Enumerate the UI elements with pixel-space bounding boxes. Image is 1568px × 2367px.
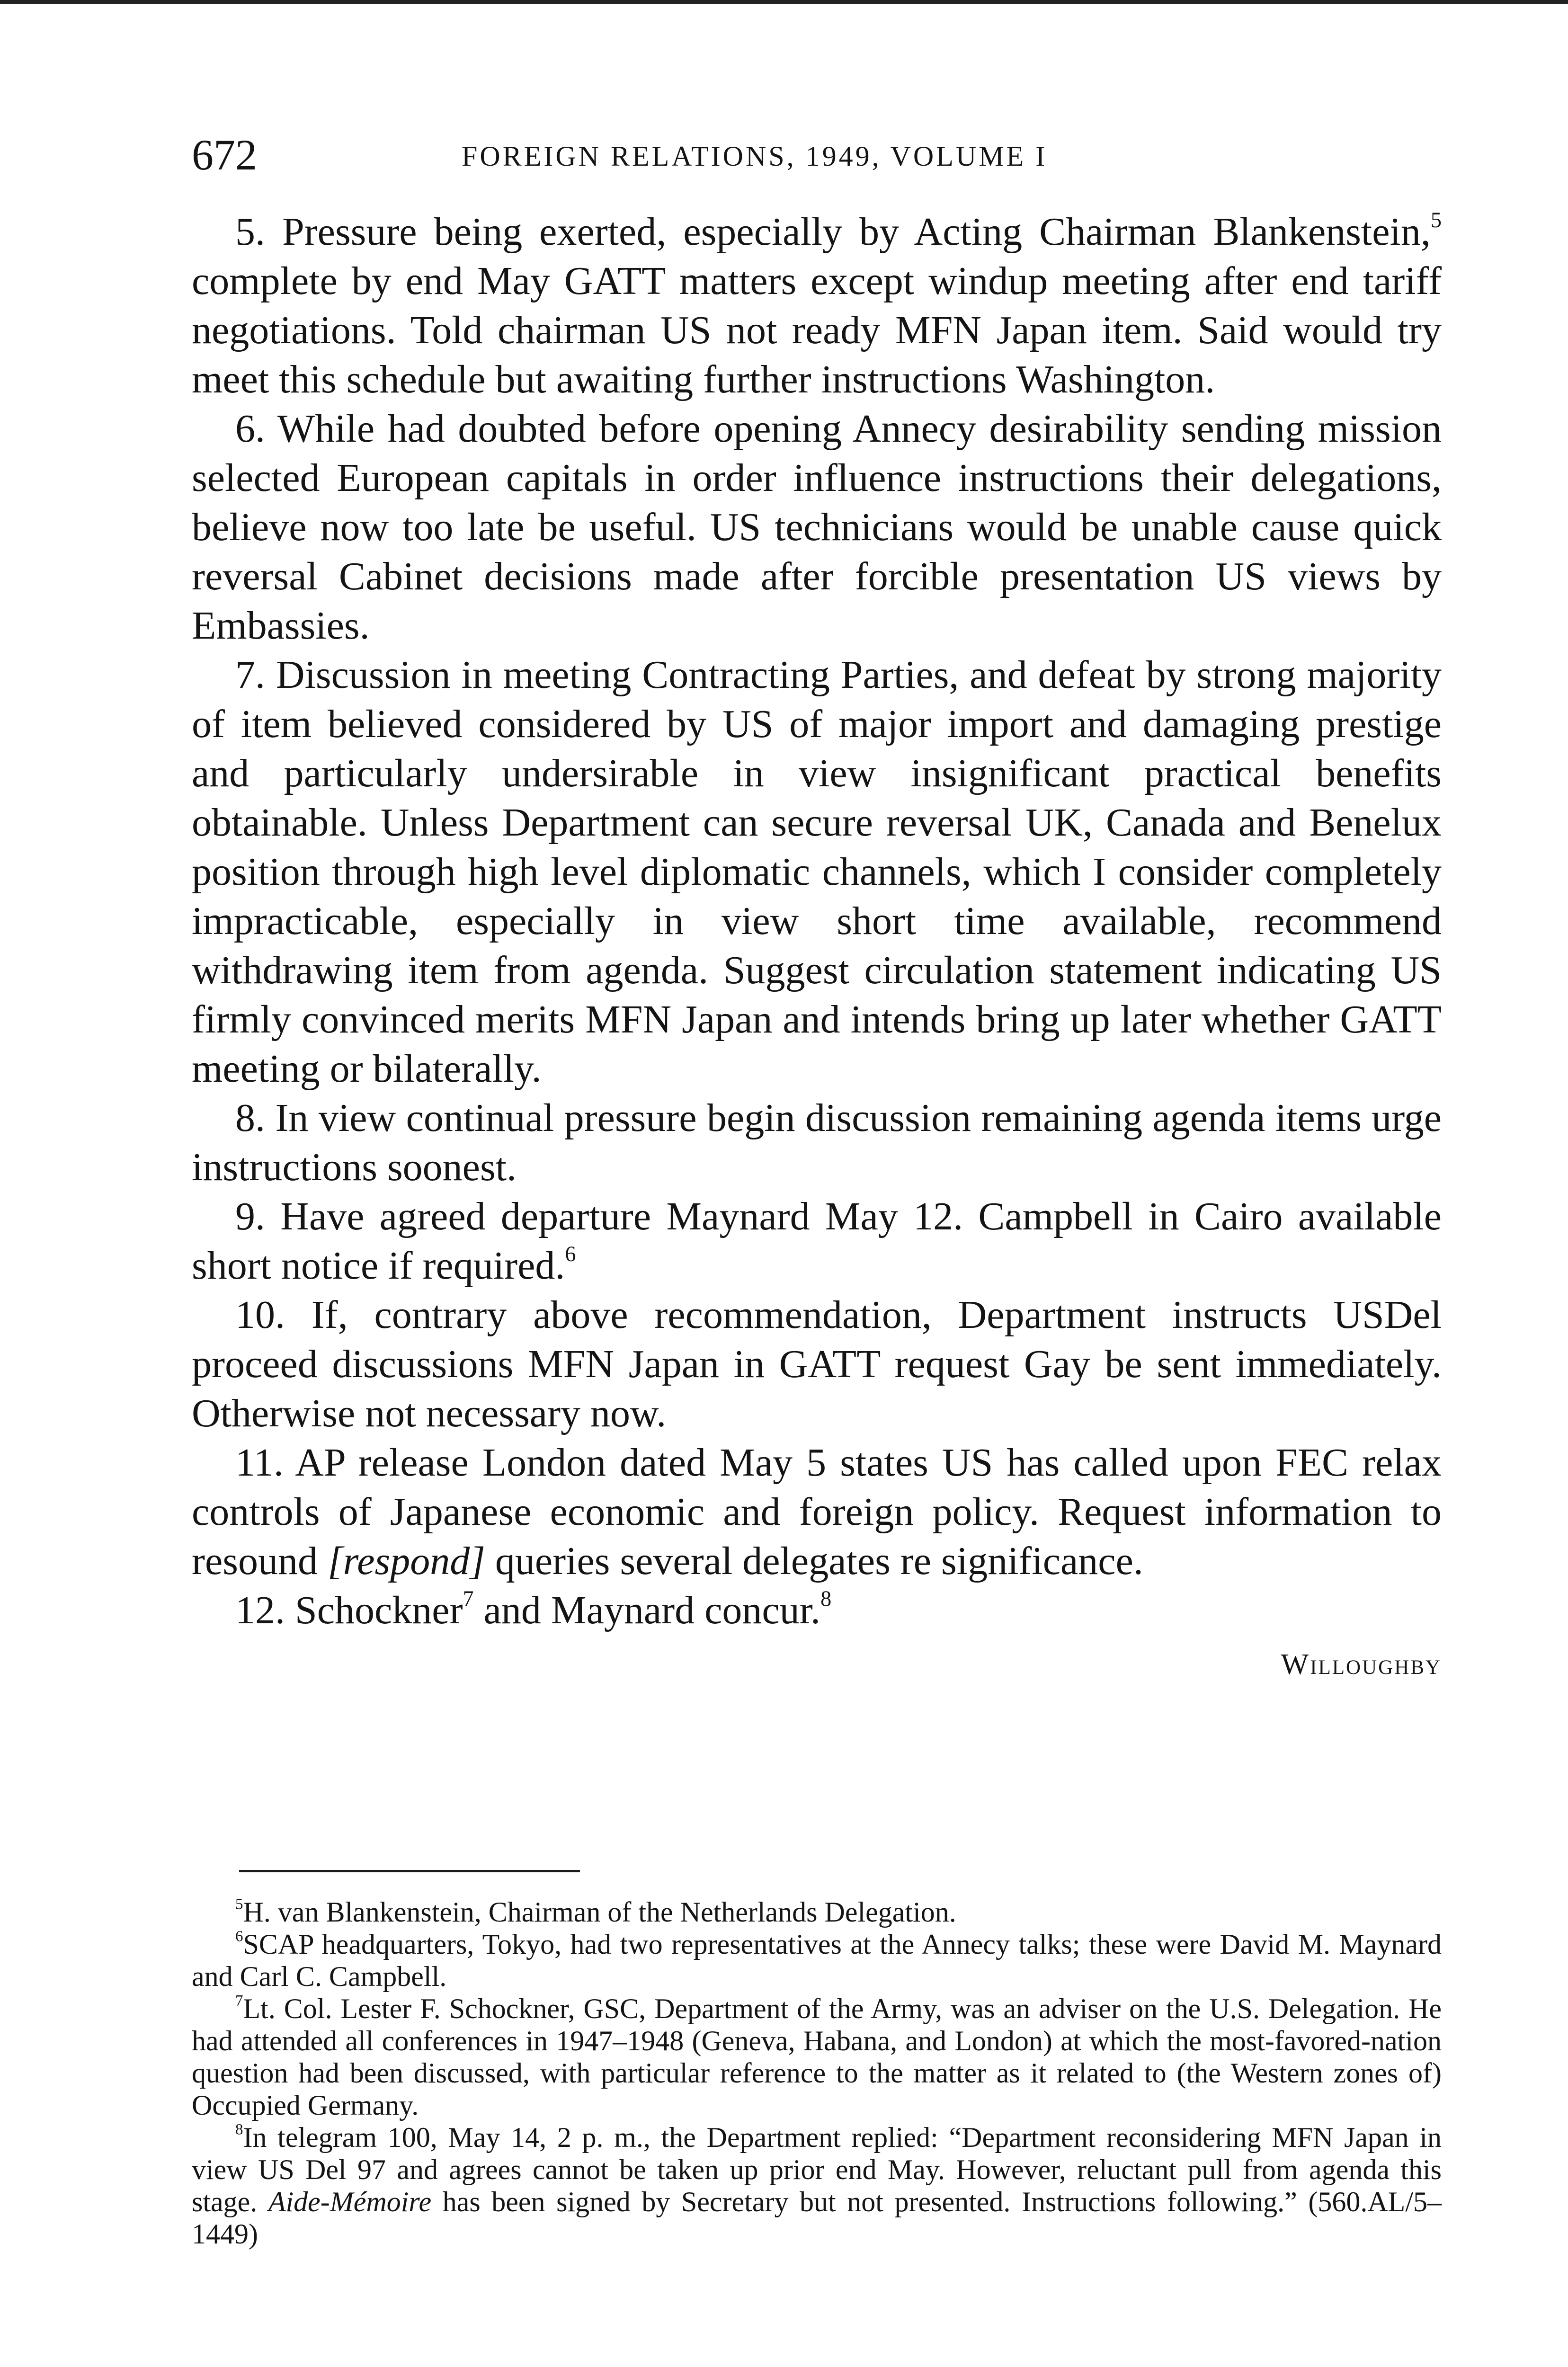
footnote-ref-7: 7 — [463, 1586, 474, 1611]
footnote-ref-5: 5 — [1430, 208, 1442, 232]
paragraph-9: 9. Have agreed departure Maynard May 12. Campbell in Cairo available short notice if required.$^6$ — [192, 1194, 1442, 1288]
running-head: FOREIGN RELATIONS, 1949, VOLUME I — [462, 141, 1048, 172]
footnote-7: $^7$Lt. Col. Lester F. Schockner, GSC, Department of the Army, was an adviser on the U.S. Delegation. He had attended all conferences in 1947–1948 (Geneva, Habana, and London) at which the most-favored-nation question had been discussed, with particular reference to the matter as it related to (the Western zones of) Occupied Germany. — [192, 1992, 1442, 2121]
footnote-8: $^8$In telegram 100, May 14, 2 p. m., the Department replied: “Department reconsidering MFN Japan in view US Del 97 and agrees cannot be taken up prior end May. However, reluctant pull from agenda this stage. Aide-Mémoire has been signed by Secretary but not presented. Instructions following.” (560.AL/5–1449) — [192, 2121, 1442, 2250]
footnotes — [192, 1896, 1442, 2250]
scan-top-edge — [0, 0, 1568, 4]
paragraph-5: 5. Pressure being exerted, especially by Acting Chairman Blankenstein,$^5$ complete by end May GATT matters except windup meeting after end tariff negotiations. Told chairman US not ready MFN Japan item. Said would try meet this schedule but awaiting further instructions Washington. — [192, 208, 1442, 401]
footnote-ref-6: 6 — [565, 1242, 576, 1266]
paragraph-11: 11. AP release London dated May 5 states US has called upon FEC relax controls of Japanese economic and foreign policy. Request information to resound [respond] queries several delegates re significance. — [192, 1441, 1442, 1583]
page-header — [192, 129, 1442, 181]
paragraph-12: 12. Schockner$^7$ and Maynard concur.$^8$ — [235, 1586, 832, 1632]
editorial-correction: [respond] — [327, 1539, 485, 1583]
paragraph-8: 8. In view continual pressure begin discussion remaining agenda items urge instructions soonest. — [192, 1096, 1442, 1189]
footnote-6: $^6$SCAP headquarters, Tokyo, had two representatives at the Annecy talks; these were David M. Maynard and Carl C. Campbell. — [192, 1928, 1442, 1992]
paragraph-7: 7. Discussion in meeting Contracting Parties, and defeat by strong majority of item believed considered by US of major import and damaging prestige and particularly undersirable in view insignificant practical benefits obtainable. Unless Department can secure reversal UK, Canada and Benelux position through high level diplomatic channels, which I consider completely impracticable, especially in view short time available, recommend withdrawing item from agenda. Suggest circulation statement indicating US firmly convinced merits MFN Japan and intends bring up later whether GATT meeting or bilaterally. — [192, 653, 1442, 1091]
paragraph-10: 10. If, contrary above recommendation, Department instructs USDel proceed discussions MFN Japan in GATT request Gay be sent immediately. Otherwise not necessary now. — [192, 1293, 1442, 1435]
footnote-ref-8: 8 — [820, 1586, 832, 1611]
footnote-5: $^5$H. van Blankenstein, Chairman of the Netherlands Delegation. — [235, 1895, 956, 1928]
page-number: 672 — [192, 131, 257, 179]
paragraph-6: 6. While had doubted before opening Annecy desirability sending mission selected European capitals in order influence instructions their delegations, believe now too late be useful. US technicians would be unable cause quick reversal Cabinet decisions made after forcible presentation US views by Embassies. — [192, 407, 1442, 648]
signature: Willoughby — [1281, 1648, 1442, 1681]
footnote-divider — [239, 1870, 580, 1872]
telegram-body — [192, 207, 1442, 1689]
